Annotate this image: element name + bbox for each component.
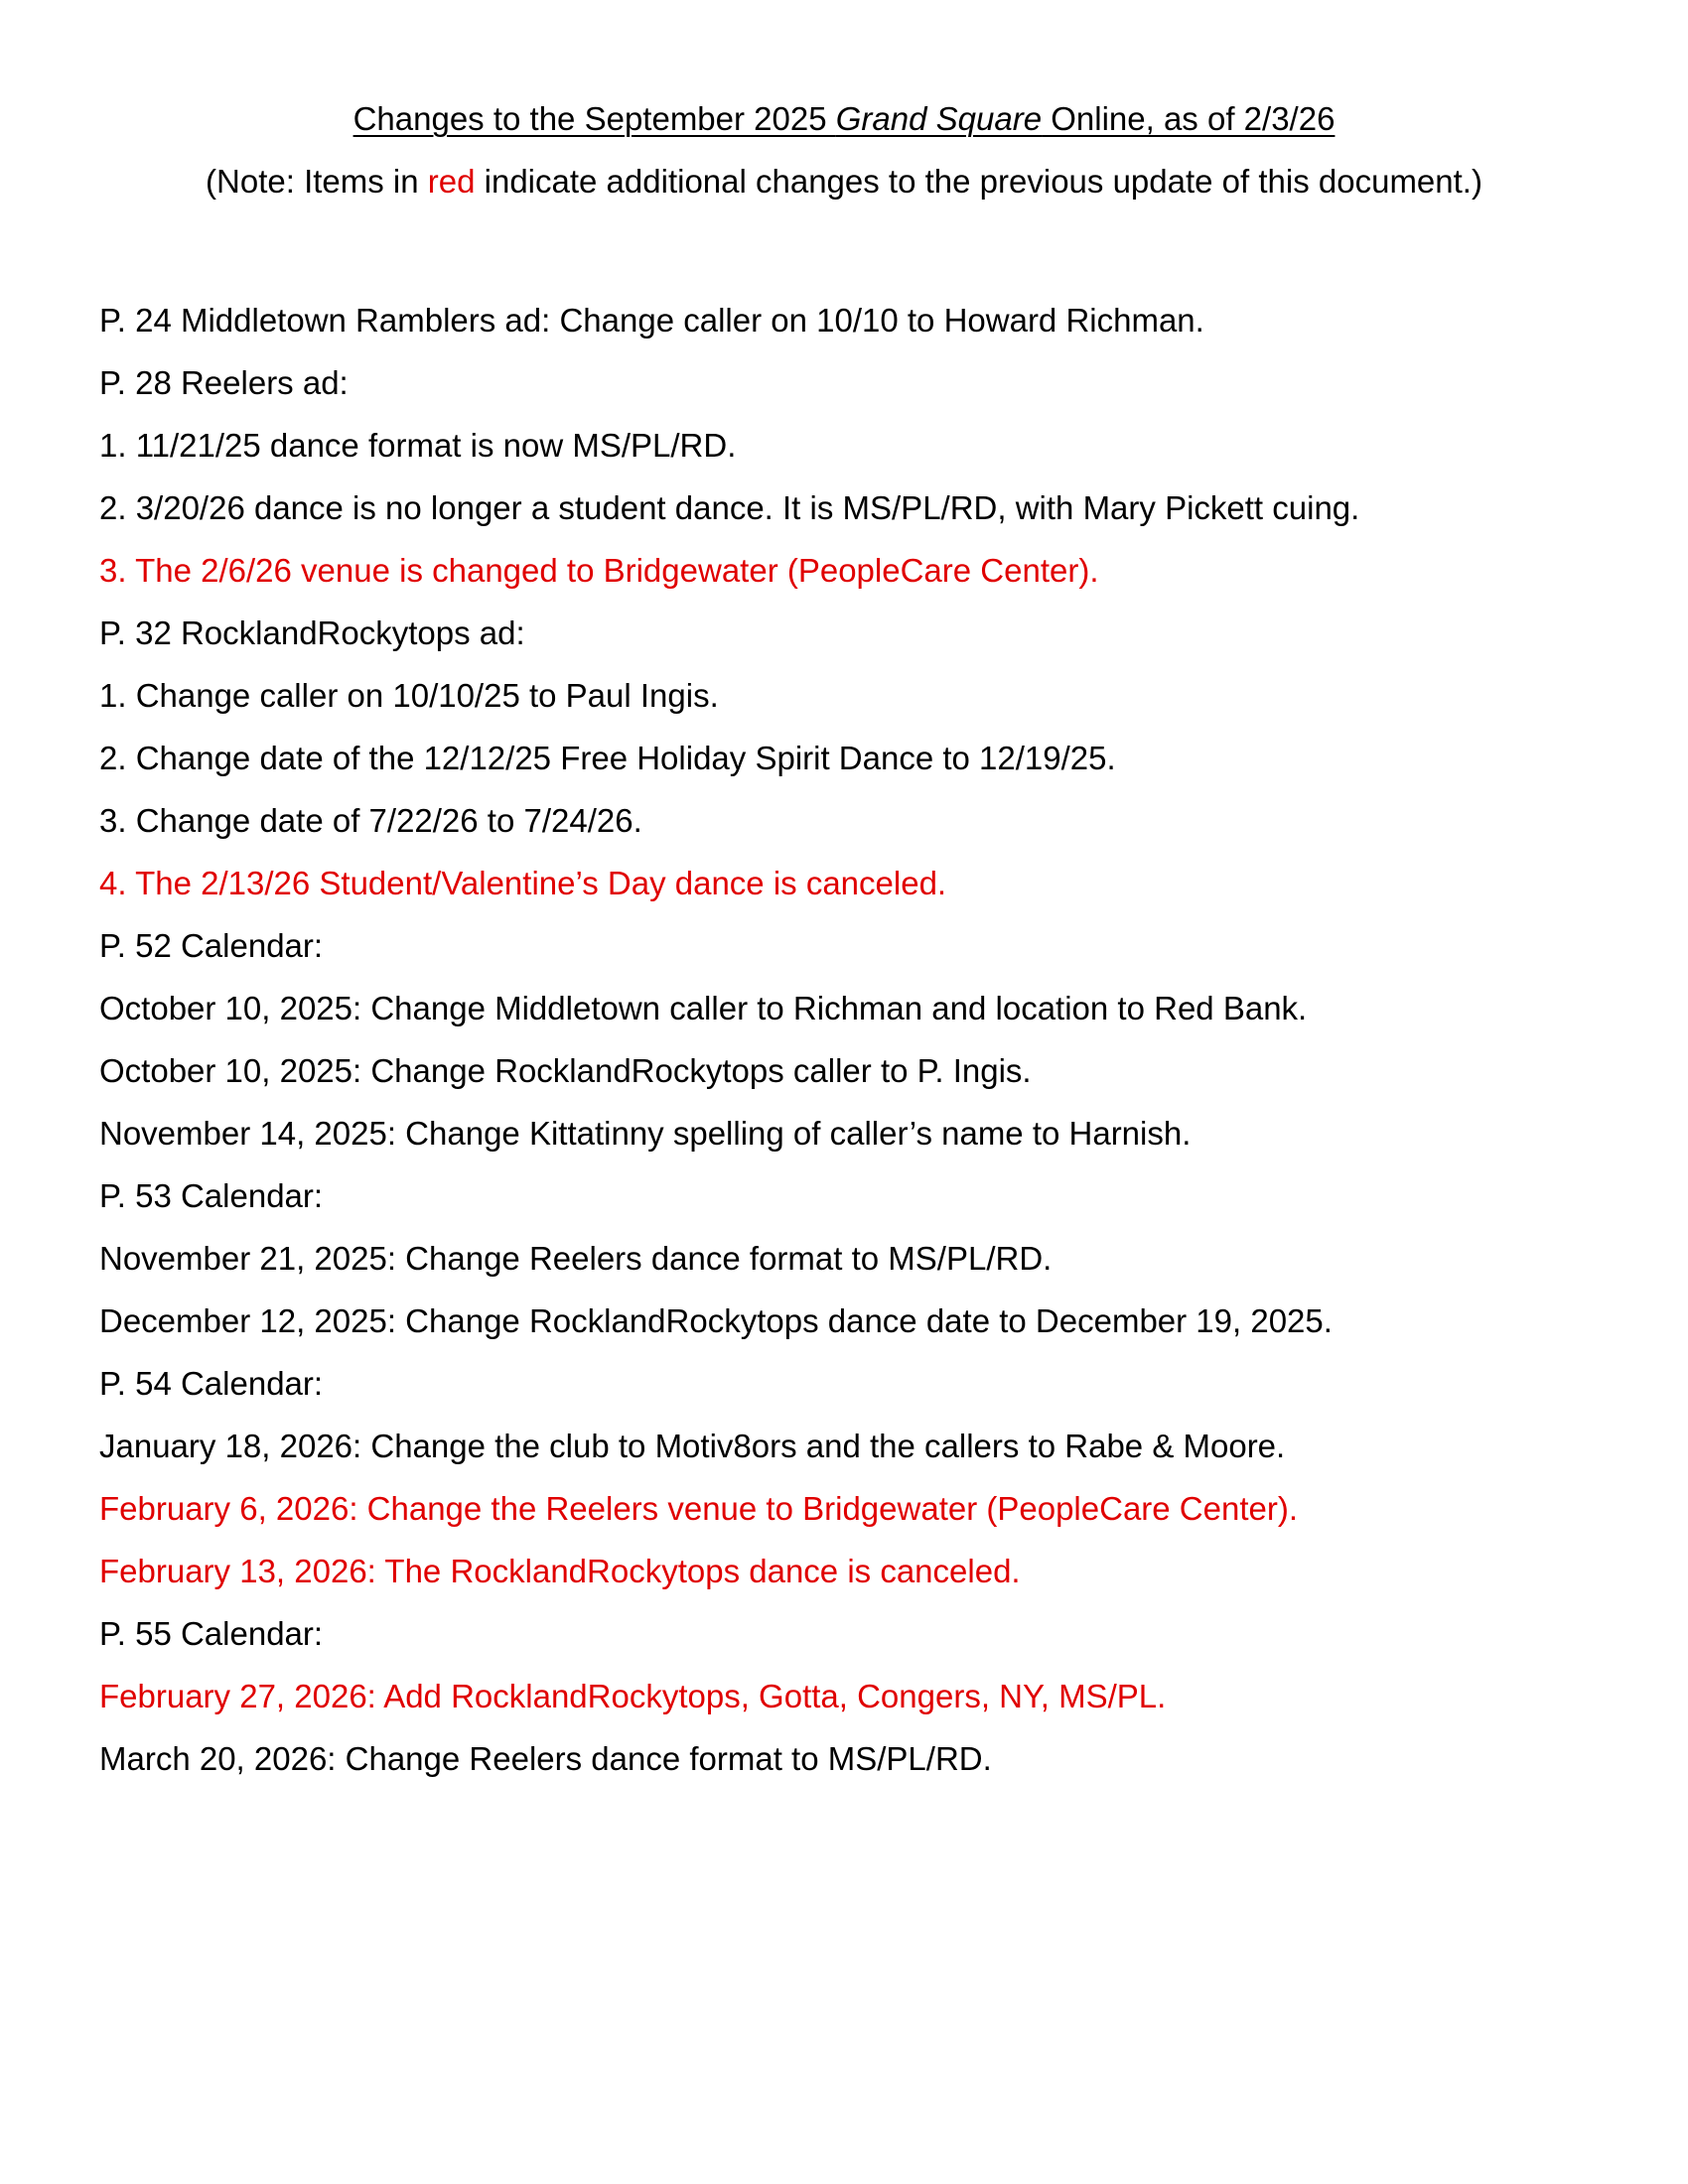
document-title [99,87,1589,150]
document-line: 2. 3/20/26 dance is no longer a student dance. It is MS/PL/RD, with Mary Pickett cuing. [99,489,1360,526]
document-line: 1. 11/21/25 dance format is now MS/PL/RD. [99,427,737,464]
note-text-pre: (Note: Items in [206,163,428,200]
document-line: 3. The 2/6/26 venue is changed to Bridgewater (PeopleCare Center). [99,552,1099,589]
title-underlined-text [353,100,1336,137]
document-line: P. 55 Calendar: [99,1615,324,1652]
document-line: February 6, 2026: Change the Reelers venue to Bridgewater (PeopleCare Center). [99,1490,1299,1527]
change-list [99,289,1589,1790]
document-line: October 10, 2025: Change RocklandRockytops caller to P. Ingis. [99,1052,1032,1089]
document-line: P. 54 Calendar: [99,1365,324,1402]
title-italic-text: Grand Square [835,100,1043,137]
document-line: P. 53 Calendar: [99,1177,324,1214]
document-line: January 18, 2026: Change the club to Motiv8ors and the callers to Rabe & Moore. [99,1428,1286,1464]
document-line: October 10, 2025: Change Middletown caller to Richman and location to Red Bank. [99,990,1308,1026]
document-line: P. 52 Calendar: [99,927,324,964]
document-line: December 12, 2025: Change RocklandRockytops dance date to December 19, 2025. [99,1302,1333,1339]
title-text-pre: Changes to the September 2025 [352,100,836,137]
document-line: P. 24 Middletown Ramblers ad: Change caller on 10/10 to Howard Richman. [99,302,1204,339]
document-line: P. 32 RocklandRockytops ad: [99,614,525,651]
document-line: February 13, 2026: The RocklandRockytops dance is canceled. [99,1553,1021,1589]
note-red-word: red [427,163,476,200]
document-line: 4. The 2/13/26 Student/Valentine’s Day dance is canceled. [99,865,947,901]
document-line: November 14, 2025: Change Kittatinny spelling of caller’s name to Harnish. [99,1115,1192,1152]
document-line: November 21, 2025: Change Reelers dance format to MS/PL/RD. [99,1240,1053,1277]
blank-line [99,212,1589,289]
document-line: February 27, 2026: Add RocklandRockytops, Gotta, Congers, NY, MS/PL. [99,1678,1167,1714]
document-line: March 20, 2026: Change Reelers dance format to MS/PL/RD. [99,1740,992,1777]
note-text-post: indicate additional changes to the previous update of this document.) [475,163,1482,200]
document-line: 2. Change date of the 12/12/25 Free Holiday Spirit Dance to 12/19/25. [99,740,1116,776]
document-line: P. 28 Reelers ad: [99,364,349,401]
document-line: 3. Change date of 7/22/26 to 7/24/26. [99,802,642,839]
note-line [99,150,1589,212]
title-text-post: Online, as of 2/3/26 [1042,100,1336,137]
document-line: 1. Change caller on 10/10/25 to Paul Ingis. [99,677,719,714]
